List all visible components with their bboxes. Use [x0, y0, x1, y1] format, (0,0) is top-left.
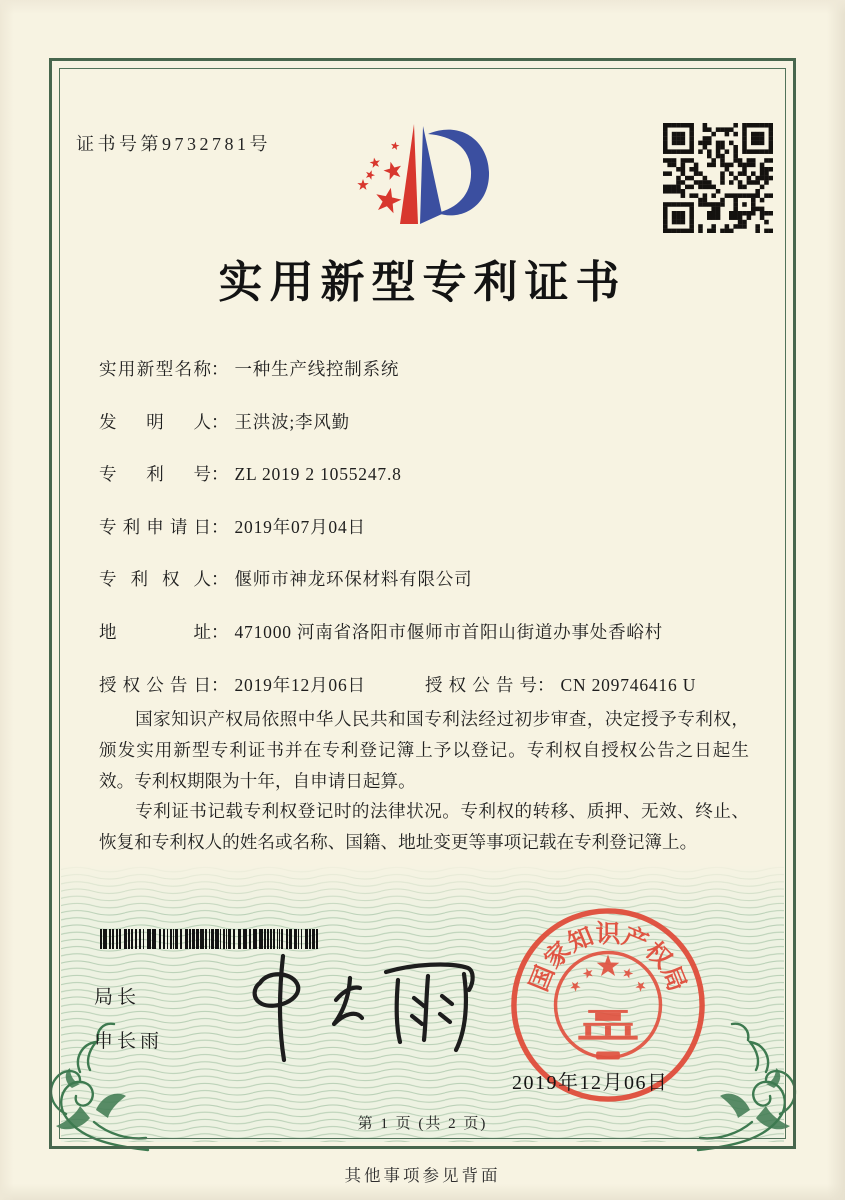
field-value: 王洪波;李风勤 — [234, 411, 350, 432]
field-colon: ： — [211, 569, 229, 590]
field-label: 地址 — [99, 621, 211, 642]
field-colon: ： — [211, 464, 229, 485]
field-colon: ： — [211, 359, 229, 379]
field-label: 授权公告号 — [425, 674, 537, 695]
field-list — [99, 356, 759, 724]
field-label: 专利权人 — [99, 569, 211, 590]
director-title: 局长 — [94, 987, 141, 1008]
svg-text:国: 国 — [525, 962, 560, 996]
legal-paragraph-2: 专利证书记载专利权登记时的法律状况。专利权的转移、质押、无效、终止、恢复和专利权人的姓名或名称、国籍、地址变更等事项记载在专利登记簿上。 — [99, 801, 749, 853]
svg-text:知: 知 — [564, 922, 598, 958]
field-row-patentee — [99, 566, 759, 619]
director-name: 申长雨 — [94, 1031, 164, 1052]
barcode — [100, 929, 319, 949]
field-row-filing-date — [99, 514, 759, 567]
svg-text:家: 家 — [539, 937, 577, 974]
svg-text:权: 权 — [639, 937, 677, 974]
legal-text — [99, 704, 749, 858]
certificate-number: 证书号第9732781号 — [76, 134, 271, 154]
field-label: 发明人 — [99, 411, 211, 432]
field-label: 专利号 — [99, 464, 211, 485]
seal-date: 2019年12月06日 — [512, 1072, 669, 1094]
field-value: ZL 2019 2 1055247.8 — [234, 464, 402, 485]
director-block — [94, 982, 163, 1070]
field-label: 专利申请日 — [99, 516, 211, 537]
back-side-note: 其他事项参见背面 — [344, 1166, 501, 1185]
certificate-title: 实用新型专利证书 — [218, 258, 627, 307]
field-colon: ： — [211, 516, 229, 537]
field-row-invention-name — [99, 356, 759, 409]
field-row-address — [99, 619, 759, 672]
page-number: 第 1 页 (共 2 页) — [357, 1116, 488, 1132]
field-value: 一种生产线控制系统 — [234, 359, 400, 379]
field-row-inventors — [99, 409, 759, 462]
field-value: 2019年07月04日 — [234, 516, 366, 537]
field-value: 2019年12月06日 — [234, 674, 366, 695]
svg-text:产: 产 — [618, 922, 652, 958]
field-colon: ： — [537, 674, 555, 695]
field-value: 偃师市神龙环保材料有限公司 — [234, 569, 473, 590]
cnipa-logo-icon — [350, 112, 515, 240]
field-label: 授权公告日 — [99, 674, 211, 695]
field-label: 实用新型名称 — [99, 359, 211, 379]
signature — [228, 948, 478, 1068]
field-colon: ： — [211, 621, 229, 642]
svg-text:识: 识 — [595, 921, 621, 949]
field-grant-number — [425, 672, 696, 697]
field-colon: ： — [211, 411, 229, 432]
field-value: 471000 河南省洛阳市偃师市首阳山街道办事处香峪村 — [234, 621, 663, 642]
svg-text:局: 局 — [656, 962, 691, 996]
legal-paragraph-1: 国家知识产权局依照中华人民共和国专利法经过初步审查，决定授予专利权，颁发实用新型专利证书并在专利登记簿上予以登记。专利权自授权公告之日起生效。专利权期限为十年，自申请日起算。 — [99, 709, 749, 791]
field-value: CN 209746416 U — [560, 674, 697, 695]
field-row-patent-number — [99, 461, 759, 514]
qr-code — [663, 123, 773, 233]
field-colon: ： — [211, 674, 229, 695]
